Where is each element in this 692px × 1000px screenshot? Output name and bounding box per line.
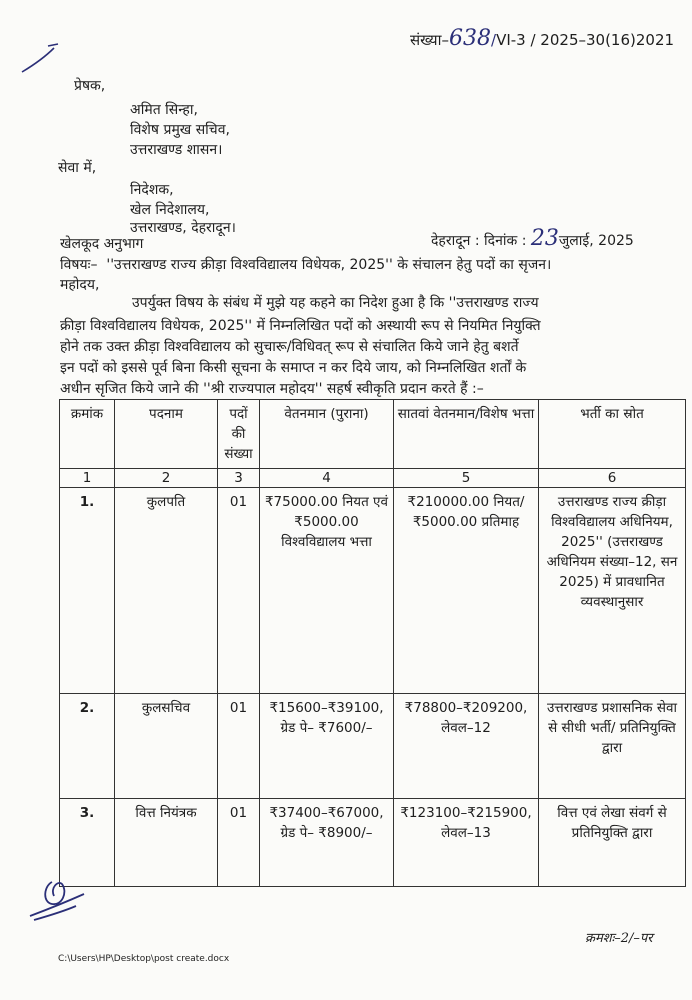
letter-date (431, 226, 634, 251)
sender-org: उत्तराखण्ड शासन। (130, 142, 223, 158)
reference-suffix: VI-3 / 2025–30(16)2021 (496, 31, 675, 49)
column-number: 4 (260, 469, 394, 488)
row-old-pay: ₹37400–₹67000, ग्रेड पे– ₹8900/– (260, 799, 394, 887)
table-row (60, 488, 686, 694)
file-path: C:\Users\HP\Desktop\post create.docx (58, 954, 230, 964)
header-post: पदनाम (115, 400, 218, 469)
section-name: खेलकूद अनुभाग (60, 236, 144, 252)
header-old-pay: वेतनमान (पुराना) (260, 400, 394, 469)
row-source: वित्त एवं लेखा संवर्ग से प्रतिनियुक्ति द्वारा (539, 799, 686, 887)
column-number: 6 (539, 469, 686, 488)
row-source: उत्तराखण्ड राज्य क्रीड़ा विश्वविद्यालय अधिनियम, 2025'' (उत्तराखण्ड अधिनियम संख्या–12, सन 2025) में प्रावधानित व्यवस्थानुसार (539, 488, 686, 694)
column-number: 3 (218, 469, 260, 488)
row-count: 01 (218, 488, 260, 694)
header-count: पदों की संख्या (218, 400, 260, 469)
row-serial: 2. (60, 694, 115, 799)
body-line-3: होने तक उक्त क्रीड़ा विश्वविद्यालय को सुचारू/विधिवत् रूप से संचालित किये जाने हेतु बशर्ते (60, 339, 519, 355)
continuation-note: क्रमशः–2/–पर (585, 931, 653, 946)
header-serial: क्रमांक (60, 400, 115, 469)
recipient-label: सेवा में, (58, 160, 97, 176)
recipient-designation: निदेशक, (130, 182, 174, 198)
row-post: कुलपति (115, 488, 218, 694)
row-source: उत्तराखण्ड प्रशासनिक सेवा से सीधी भर्ती/ प्रतिनियुक्ति द्वारा (539, 694, 686, 799)
body-line-1: उपर्युक्त विषय के संबंध में मुझे यह कहने का निदेश हुआ है कि ''उत्तराखण्ड राज्य (132, 295, 539, 311)
recipient-office: खेल निदेशालय, (130, 202, 210, 218)
body-line-4: इन पदों को इससे पूर्व बिना किसी सूचना के समाप्त न कर दिये जाय, को निम्नलिखित शर्तों के (60, 360, 527, 376)
date-label: देहरादून : दिनांक : (431, 233, 527, 249)
date-month-year: जुलाई, 2025 (558, 233, 634, 249)
column-number: 2 (115, 469, 218, 488)
subject-label: विषयः– (60, 257, 98, 273)
reference-number: संख्या–638/VI-3 / 2025–30(16)2021 (410, 26, 675, 51)
row-seventh-pay: ₹78800–₹209200, लेवल–12 (394, 694, 539, 799)
row-post: कुलसचिव (115, 694, 218, 799)
column-number-row (60, 469, 686, 488)
handwritten-number: 638 (449, 26, 492, 51)
row-old-pay: ₹75000.00 नियत एवं ₹5000.00 विश्वविद्यालय भत्ता (260, 488, 394, 694)
subject-text: ''उत्तराखण्ड राज्य क्रीड़ा विश्वविद्यालय विधेयक, 2025'' के संचालन हेतु पदों का सृजन। (106, 257, 552, 273)
row-old-pay: ₹15600–₹39100, ग्रेड पे– ₹7600/– (260, 694, 394, 799)
sender-label: प्रेषक, (74, 78, 106, 94)
row-post: वित्त नियंत्रक (115, 799, 218, 887)
row-seventh-pay: ₹210000.00 नियत/ ₹5000.00 प्रतिमाह (394, 488, 539, 694)
recipient-address: उत्तराखण्ड, देहरादून। (130, 220, 236, 236)
table-row (60, 694, 686, 799)
posts-table (59, 399, 686, 887)
table-row (60, 799, 686, 887)
row-seventh-pay: ₹123100–₹215900, लेवल–13 (394, 799, 539, 887)
sender-designation: विशेष प्रमुख सचिव, (130, 122, 230, 138)
header-source: भर्ती का स्रोत (539, 400, 686, 469)
pen-mark-icon (18, 40, 68, 80)
row-count: 01 (218, 799, 260, 887)
salutation: महोदय, (60, 277, 100, 293)
header-seventh-pay: सातवां वेतनमान/विशेष भत्ता (394, 400, 539, 469)
row-count: 01 (218, 694, 260, 799)
reference-prefix: संख्या– (410, 31, 450, 49)
column-number: 5 (394, 469, 539, 488)
column-number: 1 (60, 469, 115, 488)
handwritten-day: 23 (530, 226, 559, 251)
signature-icon (22, 872, 92, 924)
table-header-row (60, 400, 686, 469)
body-line-5: अधीन सृजित किये जाने की ''श्री राज्यपाल महोदय'' सहर्ष स्वीकृति प्रदान करते हैं :– (60, 381, 484, 397)
body-line-2: क्रीड़ा विश्वविद्यालय विधेयक, 2025'' में निम्नलिखित पदों को अस्थायी रूप से नियमित नियुक्ति (60, 318, 541, 334)
row-serial: 3. (60, 799, 115, 887)
row-serial: 1. (60, 488, 115, 694)
subject (60, 256, 551, 274)
sender-name: अमित सिन्हा, (130, 102, 198, 118)
